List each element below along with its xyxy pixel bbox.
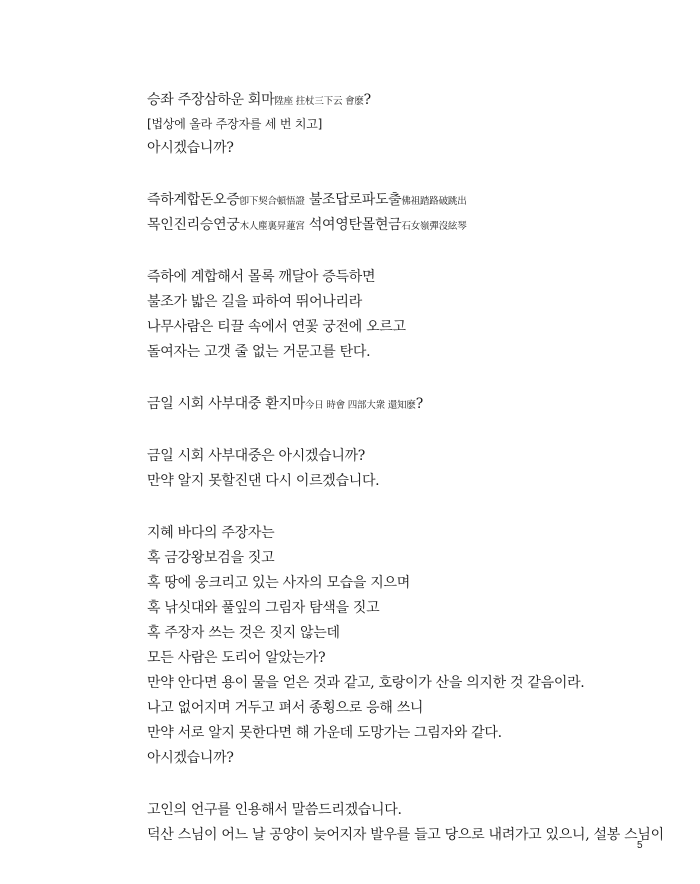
paragraph-gap <box>147 365 667 392</box>
sermon-line: 모든 사람은 도리어 알았는가? <box>147 650 326 666</box>
sermon-line: 고인의 언구를 인용해서 말씀드리겠습니다. <box>147 802 402 818</box>
sermon-line: 만약 서로 알지 못한다면 해 가운데 도망가는 그림자와 같다. <box>147 725 502 741</box>
sermon-line: 나고 없어지며 거두고 펴서 종횡으로 응해 쓰니 <box>147 700 424 716</box>
verse-text: 석여영탄몰현금 <box>304 217 402 233</box>
hanja-gloss: 木人塵裏昇蓮宮 <box>239 221 305 232</box>
translation-line: 즉하에 계합해서 몰록 깨달아 증득하면 <box>147 269 376 285</box>
translation-line: 나무사람은 티끌 속에서 연꽃 궁전에 오르고 <box>147 319 406 335</box>
paragraph-gap <box>147 161 667 188</box>
sermon-line: 지혜 바다의 주장자는 <box>147 525 275 541</box>
sermon-line: 혹 금강왕보검을 짓고 <box>147 550 275 566</box>
paragraph-gap <box>147 771 667 798</box>
stage-direction-note: [법상에 올라 주장자를 세 번 치고] <box>147 117 323 131</box>
hanja-gloss: 石女嶺彈沒絃琴 <box>401 221 467 232</box>
verse-line <box>147 188 667 213</box>
translation-line: 돌여자는 고갯 줄 없는 거문고를 탄다. <box>147 344 371 360</box>
sermon-line: 아시겠습니까? <box>147 750 234 766</box>
hanja-gloss: 卽下契合頓悟證 <box>239 196 305 207</box>
verse-line <box>147 88 667 113</box>
sermon-line: 만약 안다면 용이 물을 얻은 것과 같고, 호랑이가 산을 의지한 것 같음이라. <box>147 675 585 691</box>
hanja-gloss: 陞座 拄杖三下云 會麽 <box>274 96 364 107</box>
verse-punctuation: ? <box>363 92 371 108</box>
paragraph-gap <box>147 417 667 444</box>
paragraph-gap <box>147 494 667 521</box>
hanja-gloss: 佛祖踏路破跳出 <box>401 196 467 207</box>
paragraph-gap <box>147 238 667 265</box>
question-line: 아시겠습니까? <box>147 140 234 156</box>
page-body <box>147 88 667 848</box>
hanja-gloss: 今日 時會 四部大衆 還知麽 <box>304 400 416 411</box>
verse-punctuation: ? <box>415 396 423 412</box>
translation-line: 금일 시회 사부대중은 아시겠습니까? <box>147 448 366 464</box>
verse-text: 즉하계합돈오증 <box>147 192 240 208</box>
translation-line: 불조가 밟은 길을 파하여 뛰어나리라 <box>147 294 362 310</box>
verse-text: 금일 시회 사부대중 환지마 <box>147 396 305 412</box>
sermon-line: 혹 땅에 웅크리고 있는 사자의 모습을 지으며 <box>147 575 410 591</box>
verse-line <box>147 392 667 417</box>
sermon-line: 혹 주장자 쓰는 것은 짓지 않는데 <box>147 625 340 641</box>
page-number: 5 <box>637 840 643 851</box>
verse-text: 승좌 주장삼하운 회마 <box>147 92 275 108</box>
verse-text: 목인진리승연궁 <box>147 217 240 233</box>
verse-text: 불조답로파도출 <box>304 192 402 208</box>
verse-line <box>147 213 667 238</box>
sermon-line: 덕산 스님이 어느 날 공양이 늦어지자 발우를 들고 당으로 내려가고 있으니, 설봉 스님이 <box>147 827 664 843</box>
translation-line: 만약 알지 못할진댄 다시 이르겠습니다. <box>147 473 380 489</box>
sermon-line: 혹 낚싯대와 풀잎의 그림자 탐색을 짓고 <box>147 600 380 616</box>
